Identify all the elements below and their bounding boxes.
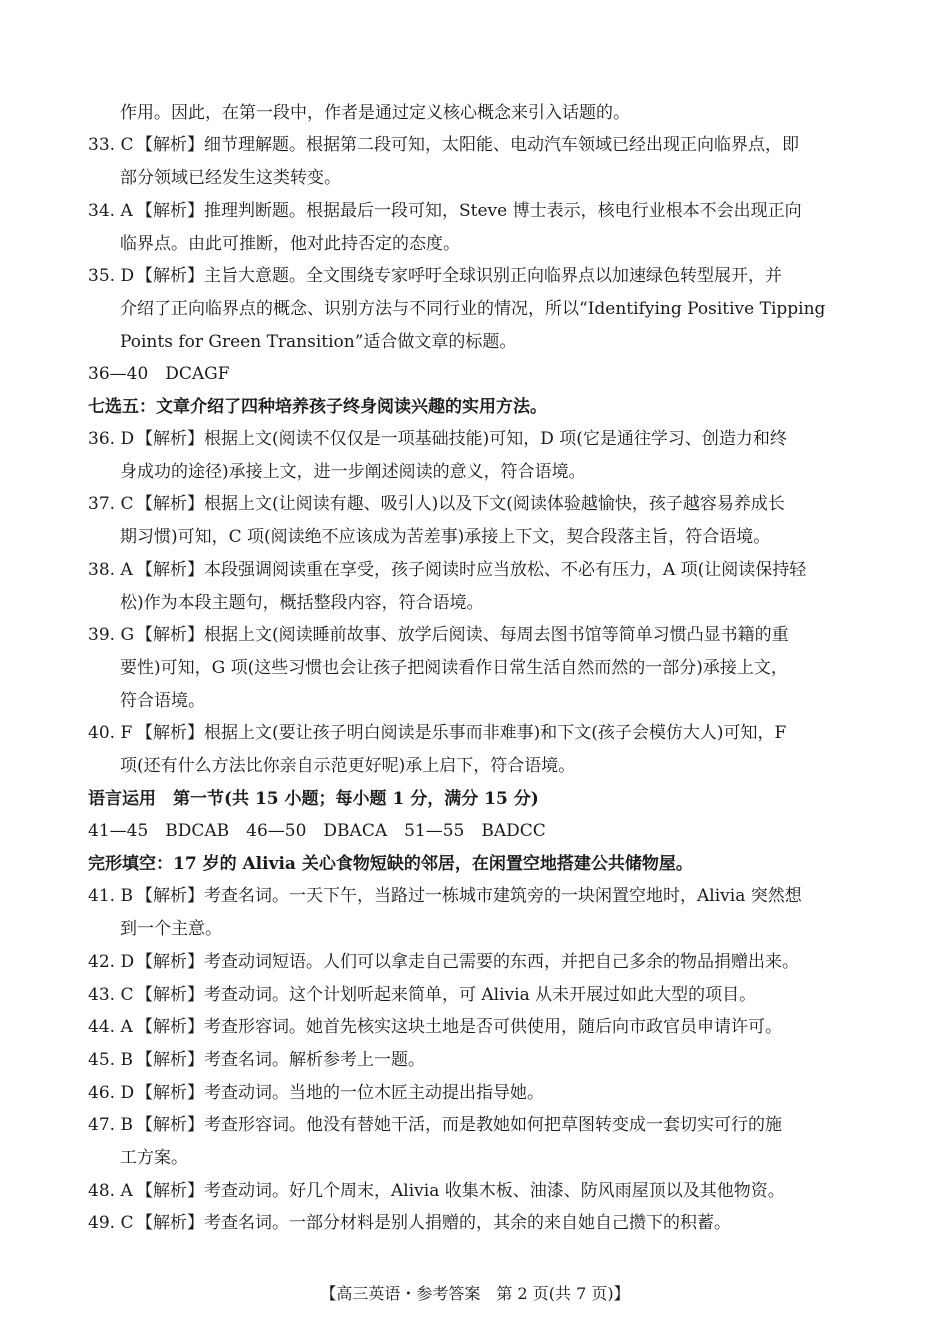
answer-43 [88,983,756,1007]
explanation-line: 【解析】根据上文(阅读睡前故事、放学后阅读、每周去图书馆等简单习惯凸显书籍的重 [136,625,789,645]
explanation-line: 【解析】考查名词。一部分材料是别人捐赠的，其余的来自她自己攒下的积蓄。 [136,1213,731,1233]
section-heading-language-use: 语言运用 第一节(共 15 小题；每小题 1 分，满分 15 分) [88,789,539,809]
section-heading-cloze: 完形填空：17 岁的 Alivia 关心食物短缺的邻居，在闲置空地搭建公共储物屋。 [88,854,693,874]
explanation-line: 到一个主意。 [120,919,222,939]
answer-number: 44. A [88,1017,133,1037]
explanation-line: 【解析】考查形容词。他没有替她干活，而是教她如何把草图转变成一套切实可行的施 [136,1115,782,1135]
explanation-line: Points for Green Transition”适合做文章的标题。 [120,332,517,352]
explanation-line: 介绍了正向临界点的概念、识别方法与不同行业的情况，所以“Identifying Positive Tipping [120,299,826,319]
answer-44 [88,1015,782,1039]
answer-number: 34. A [88,201,133,221]
answer-number: 39. G [88,625,135,645]
explanation-line: 【解析】考查形容词。她首先核实这块土地是否可供使用，随后向市政官员申请许可。 [136,1017,782,1037]
explanation-line: 【解析】根据上文(阅读不仅仅是一项基础技能)可知，D 项(它是通往学习、创造力和终 [136,429,787,449]
answer-number: 38. A [88,560,133,580]
answers-36-40: 36—40 DCAGF [88,364,230,384]
explanation-line: 【解析】考查动词。这个计划听起来简单，可 Alivia 从未开展过如此大型的项目。 [136,985,757,1005]
explanation-line: 临界点。由此可推断，他对此持否定的态度。 [120,234,460,254]
answer-number: 41. B [88,886,133,906]
explanation-line: 项(还有什么方法比你亲自示范更好呢)承上启下，符合语境。 [120,756,576,776]
explanation-line: 【解析】考查动词短语。人们可以拿走自己需要的东西，并把自己多余的物品捐赠出来。 [136,952,799,972]
answer-41 [88,884,802,908]
explanation-line: 【解析】主旨大意题。全文围绕专家呼吁全球识别正向临界点以加速绿色转型展开，并 [136,266,782,286]
explanation-line: 【解析】考查动词。当地的一位木匠主动提出指导她。 [136,1083,544,1103]
answer-number: 36. D [88,429,135,449]
section-heading-seven-choose-five: 七选五：文章介绍了四种培养孩子终身阅读兴趣的实用方法。 [88,397,547,417]
explanation-line: 要性)可知，G 项(这些习惯也会让孩子把阅读看作日常生活自然而然的一部分)承接上文， [120,658,788,678]
answer-number: 49. C [88,1213,134,1233]
answer-40 [88,721,786,745]
answer-47 [88,1113,782,1137]
explanation-line: 部分领域已经发生这类转变。 [120,168,341,188]
intro-continuation: 作用。因此，在第一段中，作者是通过定义核心概念来引入话题的。 [120,103,630,123]
explanation-line: 工方案。 [120,1148,188,1168]
explanation-line: 【解析】推理判断题。根据最后一段可知，Steve 博士表示，核电行业根本不会出现正向 [136,201,802,221]
answer-33 [88,133,799,157]
answer-number: 33. C [88,135,134,155]
explanation-line: 松)作为本段主题句，概括整段内容，符合语境。 [120,593,484,613]
answer-number: 37. C [88,494,134,514]
answer-number: 42. D [88,952,135,972]
answer-number: 46. D [88,1083,135,1103]
answer-number: 45. B [88,1050,133,1070]
answer-49 [88,1211,731,1235]
answer-48 [88,1179,785,1203]
explanation-line: 【解析】考查名词。一天下午，当路过一栋城市建筑旁的一块闲置空地时，Alivia 突然想 [136,886,802,906]
explanation-line: 【解析】本段强调阅读重在享受，孩子阅读时应当放松、不必有压力，A 项(让阅读保持轻 [136,560,807,580]
explanation-line: 【解析】根据上文(要让孩子明白阅读是乐事而非难事)和下文(孩子会模仿大人)可知，F [136,723,787,743]
answer-38 [88,558,806,582]
explanation-line: 【解析】考查名词。解析参考上一题。 [136,1050,425,1070]
answer-46 [88,1081,544,1105]
answer-42 [88,950,799,974]
answers-41-55: 41—45 BDCAB 46—50 DBACA 51—55 BADCC [88,821,546,841]
answer-39 [88,623,789,647]
explanation-line: 符合语境。 [120,691,205,711]
answer-number: 48. A [88,1181,133,1201]
answer-36 [88,427,787,451]
answer-34 [88,199,802,223]
answer-35 [88,264,782,288]
explanation-line: 身成功的途径)承接上文，进一步阐述阅读的意义，符合语境。 [120,462,586,482]
explanation-line: 【解析】细节理解题。根据第二段可知，太阳能、电动汽车领域已经出现正向临界点，即 [136,135,799,155]
answer-number: 43. C [88,985,134,1005]
explanation-line: 【解析】考查动词。好几个周末，Alivia 收集木板、油漆、防风雨屋顶以及其他物资。 [136,1181,785,1201]
explanation-line: 期习惯)可知，C 项(阅读绝不应该成为苦差事)承接上下文，契合段落主旨，符合语境。 [120,527,771,547]
answer-number: 35. D [88,266,135,286]
explanation-line: 【解析】根据上文(让阅读有趣、吸引人)以及下文(阅读体验越愉快，孩子越容易养成长 [136,494,785,514]
answer-37 [88,492,785,516]
answer-number: 40. F [88,723,133,743]
page-footer: 【高三英语・参考答案 第 2 页(共 7 页)】 [320,1284,630,1303]
answer-45 [88,1048,425,1072]
answer-number: 47. B [88,1115,133,1135]
